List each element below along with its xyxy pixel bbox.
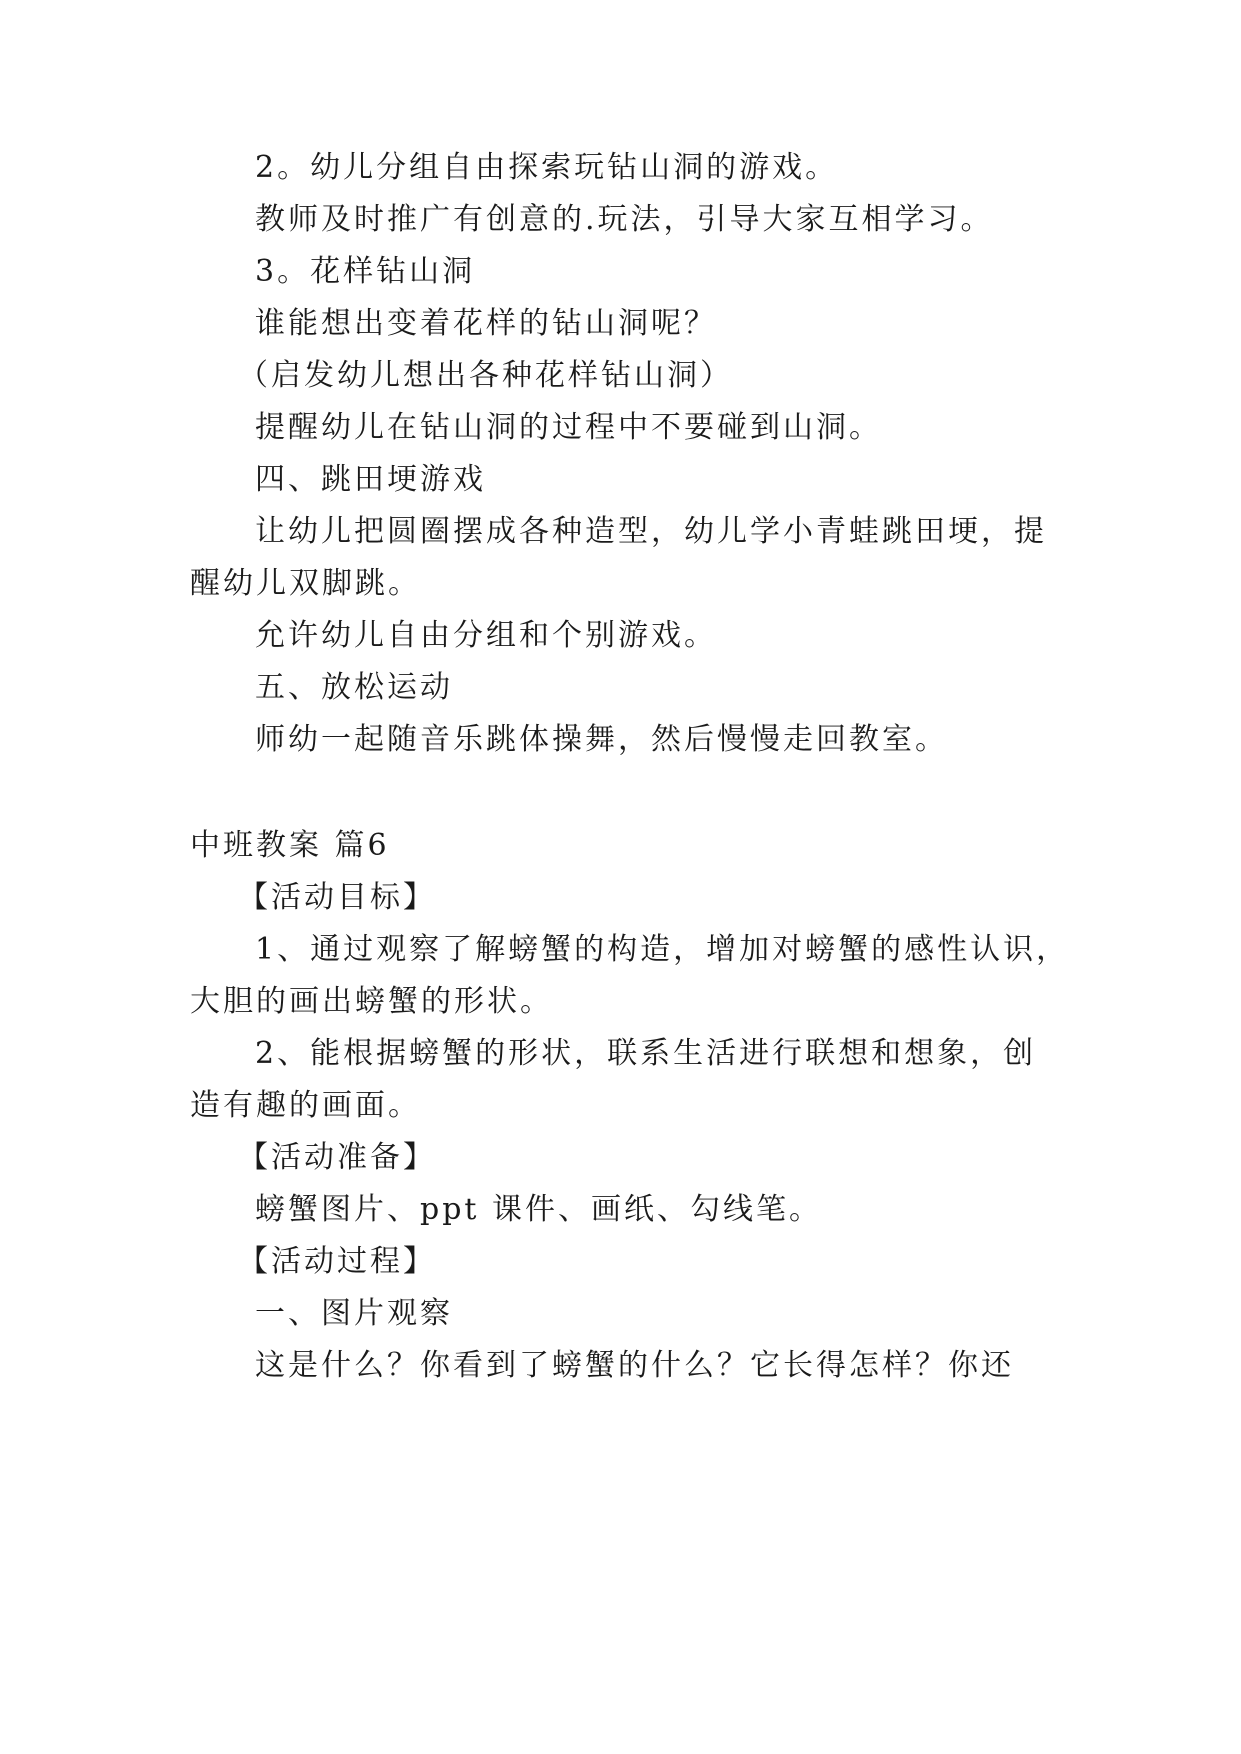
section-heading: 【活动过程】 xyxy=(238,1244,436,1279)
section-heading: 【活动准备】 xyxy=(238,1140,436,1175)
paragraph: 师幼一起随音乐跳体操舞，然后慢慢走回教室。 xyxy=(255,722,948,757)
paragraph: 让幼儿把圆圈摆成各种造型，幼儿学小青蛙跳田埂，提 xyxy=(255,514,1047,549)
paragraph: 2、能根据螃蟹的形状，联系生活进行联想和想象，创 xyxy=(255,1036,1037,1071)
section-heading: 一、图片观察 xyxy=(255,1296,453,1331)
paragraph: 螃蟹图片、ppt 课件、画纸、勾线笔。 xyxy=(255,1192,822,1227)
article-title: 中班教案 篇6 xyxy=(190,828,390,863)
paragraph: （启发幼儿想出各种花样钻山洞） xyxy=(238,358,733,393)
paragraph-continuation: 造有趣的画面。 xyxy=(190,1088,421,1123)
section-heading: 四、跳田埂游戏 xyxy=(255,462,486,497)
paragraph: 允许幼儿自由分组和个别游戏。 xyxy=(255,618,717,653)
paragraph: 1、通过观察了解螃蟹的构造，增加对螃蟹的感性认识， xyxy=(255,932,1070,967)
paragraph: 这是什么？你看到了螃蟹的什么？它长得怎样？你还 xyxy=(255,1348,1014,1383)
section-heading: 【活动目标】 xyxy=(238,880,436,915)
paragraph-continuation: 醒幼儿双脚跳。 xyxy=(190,566,421,601)
paragraph: 谁能想出变着花样的钻山洞呢？ xyxy=(255,306,717,341)
paragraph-continuation: 大胆的画出螃蟹的形状。 xyxy=(190,984,553,1019)
section-heading: 五、放松运动 xyxy=(255,670,453,705)
paragraph: 教师及时推广有创意的.玩法，引导大家互相学习。 xyxy=(255,202,994,237)
paragraph: 提醒幼儿在钻山洞的过程中不要碰到山洞。 xyxy=(255,410,882,445)
paragraph: 2。幼儿分组自由探索玩钻山洞的游戏。 xyxy=(255,150,839,185)
paragraph: 3。花样钻山洞 xyxy=(255,254,476,289)
